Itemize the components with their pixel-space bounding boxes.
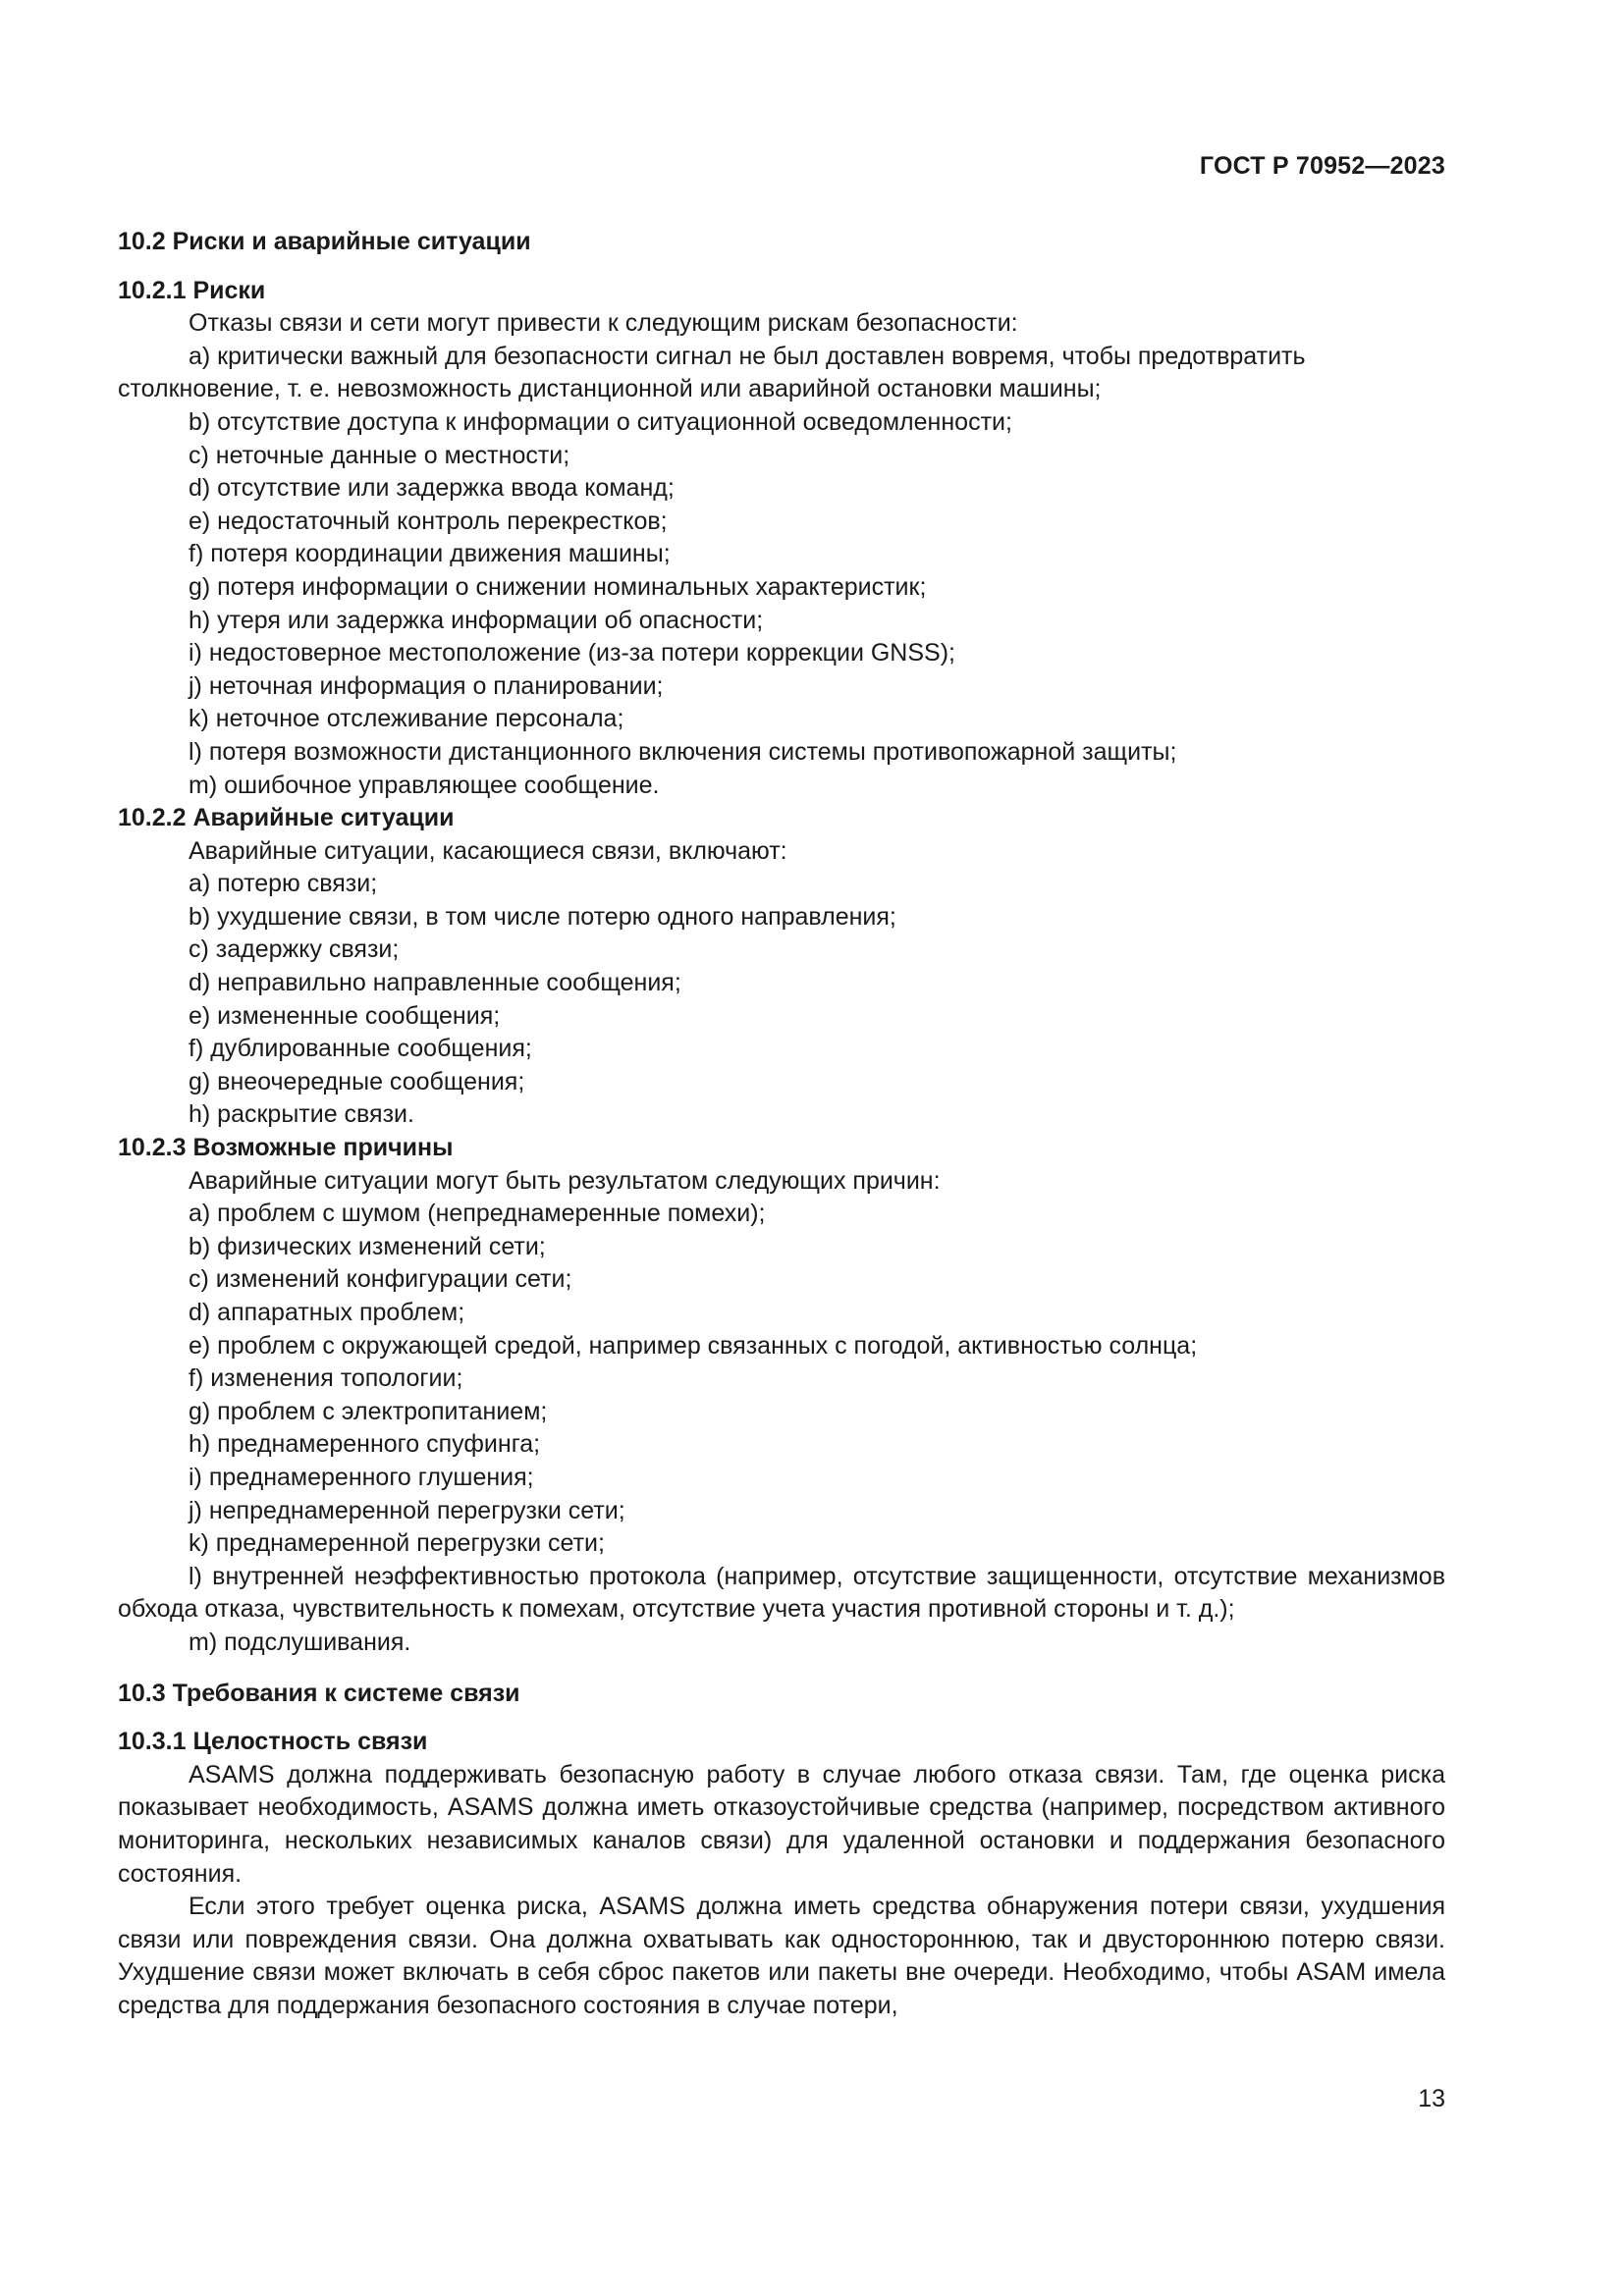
standard-designation: ГОСТ Р 70952—2023: [1199, 152, 1445, 180]
list-item: f) изменения топологии;: [189, 1364, 463, 1393]
subsection-heading-10-2-2: 10.2.2 Аварийные ситуации: [118, 804, 455, 832]
subsection-intro: Аварийные ситуации могут быть результатом следующих причин:: [189, 1166, 941, 1195]
list-item: j) неточная информация о планировании;: [189, 671, 664, 700]
list-item: g) потеря информации о снижении номинальных характеристик;: [189, 572, 927, 601]
list-item: b) отсутствие доступа к информации о ситуационной осведомленности;: [189, 407, 1012, 436]
list-item: k) неточное отслеживание персонала;: [189, 705, 624, 733]
list-item: c) задержку связи;: [189, 935, 400, 964]
page-number: 13: [1418, 2085, 1445, 2112]
subsection-intro: Аварийные ситуации, касающиеся связи, включают:: [189, 836, 787, 865]
list-item: h) раскрытие связи.: [189, 1100, 414, 1129]
list-item: b) ухудшение связи, в том числе потерю одного направления;: [189, 902, 896, 931]
list-item: d) аппаратных проблем;: [189, 1299, 465, 1326]
list-item: l) потеря возможности дистанционного включения системы противопожарной защиты;: [189, 737, 1177, 766]
list-item: m) ошибочное управляющее сообщение.: [189, 771, 660, 799]
paragraph: ASAMS должна поддерживать безопасную работу в случае любого отказа связи. Там, где оценка риска показывает необходимость, ASAMS должна иметь отказоустойчивые средства (например, посредством активного мониторинга, нескольких независимых каналов связи) для удаленной остановки и поддержания безопасного состояния.: [118, 1760, 1445, 1888]
list-item: b) физических изменений сети;: [189, 1232, 546, 1260]
list-item: d) неправильно направленные сообщения;: [189, 969, 681, 997]
list-item: m) подслушивания.: [189, 1628, 411, 1656]
list-item: f) дублированные сообщения;: [189, 1035, 532, 1063]
list-item: f) потеря координации движения машины;: [189, 540, 671, 568]
list-item: c) неточные данные о местности;: [189, 441, 570, 469]
subsection-heading-10-2-1: 10.2.1 Риски: [118, 276, 266, 304]
list-item: l) внутренней неэффективностью протокола (например, отсутствие защищенности, отсутствие механизмов обхода отказа, чувствительность к помехам, отсутствие учета участия противной стороны и т. д.);: [118, 1562, 1445, 1624]
list-item: e) измененные сообщения;: [189, 1001, 501, 1030]
list-item: h) преднамеренного спуфинга;: [189, 1430, 541, 1459]
paragraph: Если этого требует оценка риска, ASAMS должна иметь средства обнаружения потери связи, ухудшения связи или повреждения связи. Она должна охватывать как одностороннюю, так и двустороннюю потерю связи. Ухудшение связи может включать в себя сброс пакетов или пакеты вне очереди. Необходимо, чтобы ASAM имела средства для поддержания безопасного состояния в случае потери,: [118, 1893, 1445, 2019]
list-item: a) потерю связи;: [189, 870, 378, 898]
subsection-intro: Отказы связи и сети могут привести к следующим рискам безопасности:: [189, 309, 1018, 338]
section-heading-10-2: 10.2 Риски и аварийные ситуации: [118, 228, 531, 255]
section-heading-10-3: 10.3 Требования к системе связи: [118, 1679, 520, 1707]
list-item: a) проблем с шумом (непреднамеренные помехи);: [189, 1200, 766, 1228]
list-item: e) недостаточный контроль перекрестков;: [189, 507, 668, 535]
list-item: g) внеочередные сообщения;: [189, 1067, 525, 1095]
list-item: j) непреднамеренной перегрузки сети;: [189, 1496, 625, 1524]
list-item: g) проблем с электропитанием;: [189, 1397, 548, 1425]
list-item: i) недостоверное местоположение (из-за потери коррекции GNSS);: [189, 639, 955, 667]
subsection-heading-10-2-3: 10.2.3 Возможные причины: [118, 1134, 454, 1162]
list-item: k) преднамеренной перегрузки сети;: [189, 1529, 605, 1558]
list-item: c) изменений конфигурации сети;: [189, 1265, 572, 1294]
list-item: i) преднамеренного глушения;: [189, 1463, 534, 1491]
document-body: [118, 226, 1445, 2022]
list-item: a) критически важный для безопасности сигнал не был доставлен вовремя, чтобы предотвратить столкновение, т. е. невозможность дистанционной или аварийной остановки машины;: [118, 342, 1306, 403]
list-item: d) отсутствие или задержка ввода команд;: [189, 474, 675, 503]
subsection-heading-10-3-1: 10.3.1 Целостность связи: [118, 1728, 428, 1756]
list-item: e) проблем с окружающей средой, например связанных с погодой, активностью солнца;: [189, 1331, 1198, 1360]
list-item: h) утеря или задержка информации об опасности;: [189, 606, 764, 634]
